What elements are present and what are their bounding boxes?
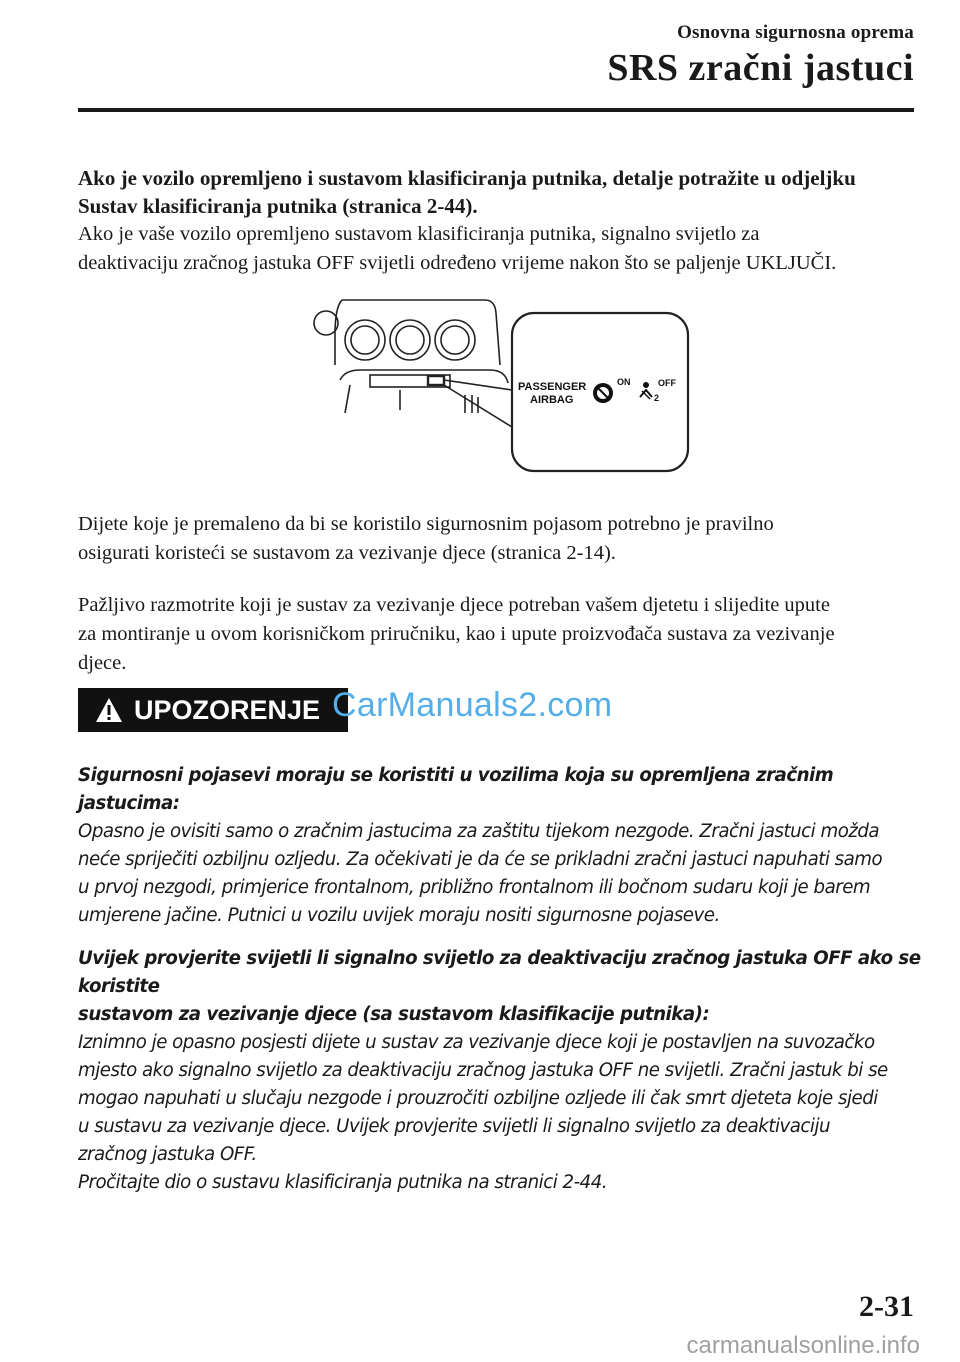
section-name: Osnovna sigurnosna oprema xyxy=(677,22,914,43)
paragraph-child-restraint xyxy=(78,510,918,568)
airbag-indicator-diagram xyxy=(300,295,700,475)
paragraph-line: Pažljivo razmotrite koji je sustav za vezivanje djece potreban vašem djetetu i slijedite upute xyxy=(78,594,830,616)
warning-line: u sustavu za vezivanje djece. Uvijek provjerite svijetli li signalno svijetlo za deaktivaciju xyxy=(78,1116,831,1137)
watermark-carmanuals: CarManuals2.com xyxy=(332,686,613,724)
warning-line: Pročitajte dio o sustavu klasificiranja putnika na stranici 2-44. xyxy=(78,1172,608,1193)
intro-heading-line: Ako je vozilo opremljeno i sustavom klasificiranja putnika, detalje potražite u odjeljku xyxy=(78,166,856,190)
paragraph-line: djece. xyxy=(78,652,127,674)
paragraph-line: osigurati koristeći se sustavom za vezivanje djece (stranica 2-14). xyxy=(78,542,616,564)
airbag-off-icon xyxy=(640,382,652,399)
passenger-label: PASSENGER xyxy=(518,381,587,393)
paragraph-instructions xyxy=(78,591,918,678)
warning-item-seatbelts xyxy=(78,762,928,930)
intro-body-line: Ako je vaše vozilo opremljeno sustavom klasificiranja putnika, signalno svijetlo za xyxy=(78,223,760,245)
on-label: ON xyxy=(617,377,631,387)
intro-body-line: deaktivaciju zračnog jastuka OFF svijetli određeno vrijeme nakon što se paljenje UKLJUČI. xyxy=(78,252,837,274)
page-header xyxy=(607,22,914,90)
dashboard-illustration xyxy=(300,295,700,475)
warning-line: Opasno je ovisiti samo o zračnim jastucima za zaštitu tijekom nezgode. Zračni jastuci možda xyxy=(78,821,880,842)
warning-heading: sustavom za vezivanje djece (sa sustavom klasifikacije putnika): xyxy=(78,1004,710,1025)
warning-line: u prvoj nezgodi, primjerice frontalnom, približno frontalnom ili bočnom sudaru koji je barem xyxy=(78,877,871,898)
warning-line: neće spriječiti ozbiljnu ozljedu. Za očekivati je da će se prikladni zračni jastuci napuhati samo xyxy=(78,849,883,870)
warning-line: Iznimno je opasno posjesti dijete u sustav za vezivanje djece koji je postavljen na suvozačko xyxy=(78,1032,875,1053)
warning-line: mjesto ako signalno svijetlo za deaktivaciju zračnog jastuka OFF ne svijetli. Zračni jastuk bi se xyxy=(78,1060,888,1081)
page-title: SRS zračni jastuci xyxy=(607,47,914,89)
intro-body xyxy=(78,220,918,278)
warning-item-off-light xyxy=(78,945,928,1197)
warning-line: mogao napuhati u slučaju nezgode i prouzročiti ozbiljne ozljede ili čak smrt djeteta koje sjedi xyxy=(78,1088,878,1109)
airbag-label: AIRBAG xyxy=(530,394,574,406)
warning-label: UPOZORENJE xyxy=(134,694,321,725)
airbag-on-icon xyxy=(593,383,613,403)
paragraph-line: za montiranje u ovom korisničkom priručniku, kao i upute proizvođača sustava za vezivanje xyxy=(78,623,835,645)
paragraph-line: Dijete koje je premaleno da bi se koristilo sigurnosnim pojasom potrebno je pravilno xyxy=(78,513,774,535)
seat-number-label: 2 xyxy=(654,393,660,403)
footer-watermark: carmanualsonline.info xyxy=(686,1332,920,1359)
warning-heading: Uvijek provjerite svijetli li signalno svijetlo za deaktivaciju zračnog jastuka OFF ako se koristite xyxy=(78,948,921,997)
page-number: 2-31 xyxy=(859,1290,914,1323)
warning-banner xyxy=(78,688,348,732)
warning-line: zračnog jastuka OFF. xyxy=(78,1144,257,1165)
warning-triangle-icon xyxy=(94,696,124,724)
intro-heading-line: Sustav klasificiranja putnika (stranica 2-44). xyxy=(78,194,478,218)
warning-heading: Sigurnosni pojasevi moraju se koristiti u vozilima koja su opremljena zračnim jastucima: xyxy=(78,765,834,814)
header-rule xyxy=(78,108,914,112)
intro-block xyxy=(78,164,918,220)
warning-line: umjerene jačine. Putnici u vozilu uvijek moraju nositi sigurnosne pojaseve. xyxy=(78,905,720,926)
off-label: OFF xyxy=(658,378,676,388)
